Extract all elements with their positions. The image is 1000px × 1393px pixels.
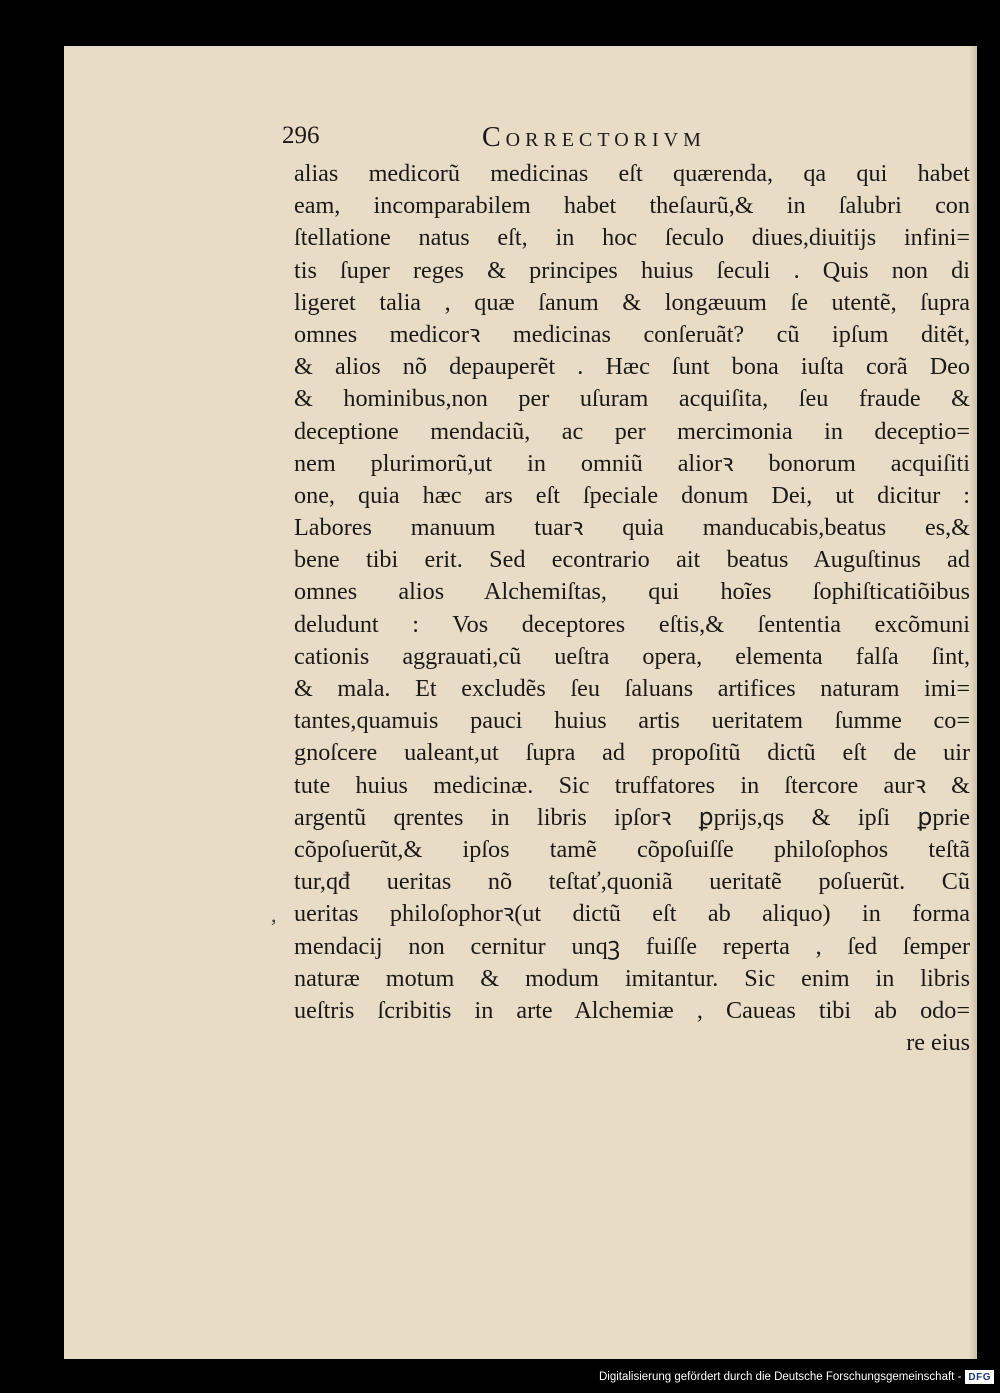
text-line: Labores manuum tuarꝛ quia manducabis,beatus es,& [294,514,970,542]
text-line: & mala. Et excludẽs ſeu ſaluans artifices naturam imi= [294,675,970,702]
margin-mark: , [271,902,277,927]
text-line: bene tibi erit. Sed econtrario ait beatus Auguſtinus ad [294,546,970,574]
text-line: tur,qđ ueritas nõ teſtať,quoniã ueritatẽ poſuerũt. Cũ [294,868,970,896]
text-line: & hominibus,non per uſuram acquiſita, ſeu fraude & [294,385,970,413]
running-head: Correctorivm [482,122,706,153]
text-line: argentũ qrentes in libris ipſorꝛ ꝑprijs,qs & ipſi ꝑprie [294,803,970,831]
text-line: deceptione mendaciũ, ac per mercimonia in deceptio= [294,417,970,445]
text-line: cationis aggrauati,cũ ueſtra opera, elementa falſa ſint, [294,642,970,670]
dfg-logo: DFG [965,1370,994,1384]
body-text [294,158,970,1059]
text-line: omnes medicorꝛ medicinas conſeruãt? cũ ipſum ditẽt, [294,320,970,348]
funding-note: Digitalisierung gefördert durch die Deutsche Forschungsgemeinschaft - [598,1371,962,1383]
book-page [64,46,977,1359]
text-line: ligeret talia , quæ ſanum & longæuum ſe utentẽ, ſupra [294,288,970,316]
text-line: mendacij non cernitur unqꝫ fuiſſe reperta , ſed ſemper [294,932,970,960]
text-line: cõpoſuerũt,& ipſos tamẽ cõpoſuiſſe philoſophos teſtã [294,835,970,863]
page-header [282,122,802,158]
page-edge-shadow [969,46,977,1359]
page-number: 296 [282,122,320,149]
text-line: eam, incomparabilem habet theſaurũ,& in ſalubri con [294,192,970,220]
digitization-footer [599,1367,994,1387]
text-line: ueſtris ſcribitis in arte Alchemiæ , Caueas tibi ab odo= [294,996,970,1024]
catchword-line: re eius [906,1029,970,1057]
text-line: omnes alios Alchemiſtas, qui hoĩes ſophiſticatiõibus [294,578,970,606]
text-line: ſtellatione natus eſt, in hoc ſeculo diues,diuitijs infini= [294,224,970,252]
text-line: one, quia hæc ars eſt ſpeciale donum Dei, ut dicitur : [294,481,970,509]
text-line: tis ſuper reges & principes huius ſeculi . Quis non di [294,256,970,284]
text-line: deludunt : Vos deceptores eſtis,& ſententia excõmuni [294,610,970,638]
text-line: gnoſcere ualeant,ut ſupra ad propoſitũ dictũ eſt de uir [294,739,970,767]
text-line: ueritas philoſophorꝛ(ut dictũ eſt ab aliquo) in forma [294,900,970,928]
text-line: alias medicorũ medicinas eſt quærenda, qa qui habet [294,160,970,187]
text-line: tantes,quamuis pauci huius artis ueritatem ſumme co= [294,707,970,735]
text-line: tute huius medicinæ. Sic truffatores in ſtercore aurꝛ & [294,771,970,799]
text-line: naturæ motum & modum imitantur. Sic enim in libris [294,964,970,992]
text-line: nem plurimorũ,ut in omniũ aliorꝛ bonorum acquiſiti [294,449,970,477]
text-line: & alios nõ depauperẽt . Hæc ſunt bona iuſta corã Deo [294,353,970,381]
